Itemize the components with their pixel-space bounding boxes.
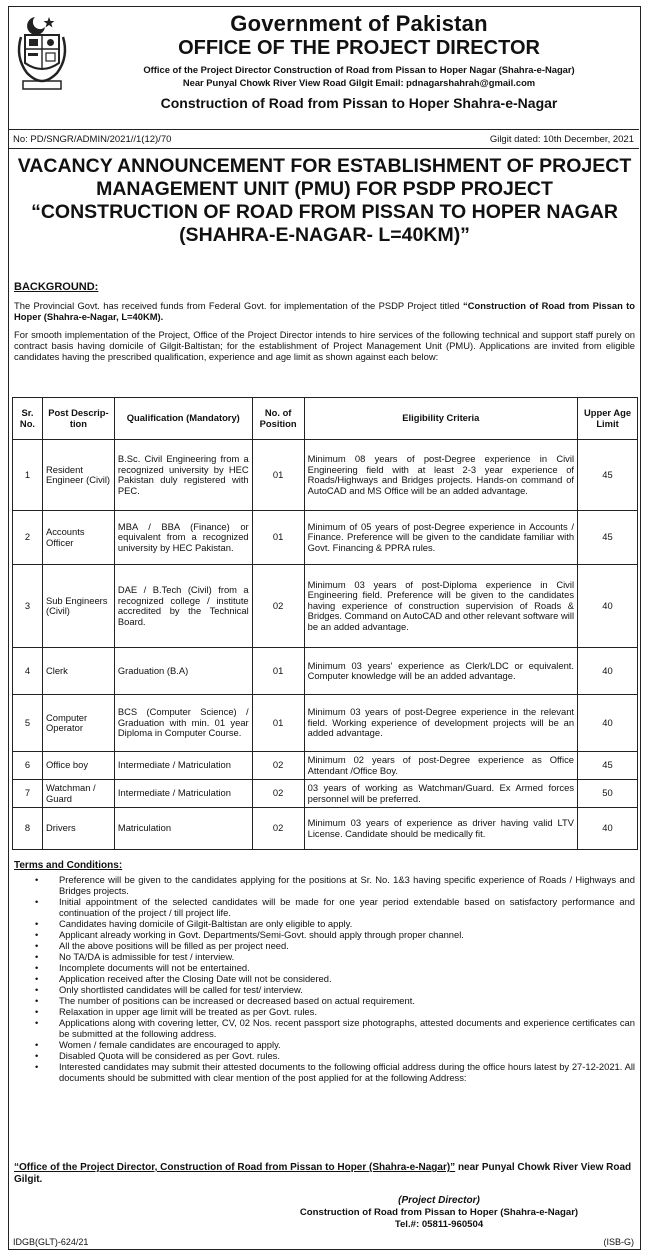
row-post: Sub Engineers (Civil) xyxy=(42,565,114,648)
signatory-role: (Project Director) xyxy=(398,1195,480,1206)
header-divider xyxy=(9,129,639,130)
signatory-phone: Tel.#: 05811-960504 xyxy=(394,1219,484,1230)
background-paragraph-1-text: The Provincial Govt. has received funds from Federal Govt. for implementation of the PSDP Project titled xyxy=(14,300,464,311)
submission-address xyxy=(14,1162,635,1186)
row-sr: 5 xyxy=(13,695,43,752)
list-item: • The number of positions can be increased or decreased based on actual requirement. xyxy=(35,995,635,1006)
row-post: Office boy xyxy=(42,752,114,780)
row-criteria: Minimum 03 years of post-Degree experience in the relevant field. Working experience of development projects will be an added advantage. xyxy=(304,695,577,752)
row-sr: 2 xyxy=(13,511,43,565)
submission-address-quoted: “Office of the Project Director, Construction of Road from Pissan to Hoper (Shahra-e-Nagar)” xyxy=(14,1162,456,1173)
table-row xyxy=(13,695,638,752)
list-item: • Disabled Quota will be considered as per Govt. rules. xyxy=(35,1050,635,1061)
list-item: • Relaxation in upper age limit will be treated as per Govt. rules. xyxy=(35,1006,635,1017)
table-row xyxy=(13,440,638,511)
header-qualification: Qualification (Mandatory) xyxy=(114,398,252,440)
row-post: Clerk xyxy=(42,648,114,695)
row-age: 50 xyxy=(578,780,638,808)
row-age: 45 xyxy=(578,752,638,780)
list-item: • Applicant already working in Govt. Departments/Semi-Govt. should apply through proper channel. xyxy=(35,929,635,940)
reference-date: Gilgit dated: 10th December, 2021 xyxy=(489,134,634,145)
list-item: • Candidates having domicile of Gilgit-Baltistan are only eligible to apply. xyxy=(35,918,635,929)
list-item: • Interested candidates may submit their attested documents to the following official address during the office hours latest by 27-12-2021. All documents should be submitted with clear mention of the post applied for at the following Address: xyxy=(35,1061,635,1083)
list-item: • Application received after the Closing Date will not be considered. xyxy=(35,973,635,984)
table-row xyxy=(13,511,638,565)
vacancy-table xyxy=(12,397,638,850)
table-row xyxy=(13,780,638,808)
terms-list xyxy=(35,874,635,1083)
office-address-line2: Near Punyal Chowk River View Road Gilgit Email: pdnagarshahrah@gmail.com xyxy=(182,77,536,88)
row-qualification: Intermediate / Matriculation xyxy=(114,752,252,780)
row-qualification: DAE / B.Tech (Civil) from a recognized college / institute accredited by the Technical Board. xyxy=(114,565,252,648)
list-item: • No TA/DA is admissible for test / interview. xyxy=(35,951,635,962)
list-item: • Applications along with covering letter, CV, 02 Nos. recent passport size photographs, attested documents and experience certificates can be submitted at the following address. xyxy=(35,1017,635,1039)
row-positions: 02 xyxy=(252,752,304,780)
row-age: 40 xyxy=(578,695,638,752)
reference-number: No: PD/SNGR/ADMIN/2021//1(12)/70 xyxy=(13,134,172,145)
background-paragraph-1 xyxy=(14,300,635,322)
row-age: 45 xyxy=(578,511,638,565)
table-row xyxy=(13,808,638,850)
row-post: Accounts Officer xyxy=(42,511,114,565)
row-sr: 4 xyxy=(13,648,43,695)
submission-address-rest: near Punyal Chowk River View Road Gilgit. xyxy=(14,1162,632,1185)
signature-block xyxy=(289,1195,589,1231)
advertisement-page xyxy=(8,6,641,1250)
list-item: • All the above positions will be filled as per project need. xyxy=(35,940,635,951)
header-positions: No. of Position xyxy=(252,398,304,440)
row-sr: 3 xyxy=(13,565,43,648)
row-age: 40 xyxy=(578,808,638,850)
table-row xyxy=(13,752,638,780)
row-post: Watchman / Guard xyxy=(42,780,114,808)
row-positions: 02 xyxy=(252,780,304,808)
row-qualification: MBA / BBA (Finance) or equivalent from a recognized university by HEC Pakistan. xyxy=(114,511,252,565)
header-sr-no: Sr. No. xyxy=(13,398,43,440)
header-age-limit: Upper Age Limit xyxy=(578,398,638,440)
reference-divider xyxy=(9,148,639,149)
list-item: • Women / female candidates are encouraged to apply. xyxy=(35,1039,635,1050)
row-qualification: Matriculation xyxy=(114,808,252,850)
row-positions: 01 xyxy=(252,648,304,695)
row-criteria: Minimum 03 years of experience as driver having valid LTV License. Candidate should be medically fit. xyxy=(304,808,577,850)
row-sr: 8 xyxy=(13,808,43,850)
row-positions: 02 xyxy=(252,808,304,850)
list-item: • Preference will be given to the candidates applying for the positions at Sr. No. 1&3 having specific experience of Roads / Highways and Bridges projects. xyxy=(35,874,635,896)
row-criteria: Minimum 03 years' experience as Clerk/LDC or equivalent. Computer knowledge will be an added advantage. xyxy=(304,648,577,695)
office-heading: OFFICE OF THE PROJECT DIRECTOR xyxy=(178,37,540,59)
footer-code-left: IDGB(GLT)-624/21 xyxy=(13,1237,89,1247)
office-address-line1: Office of the Project Director Construction of Road from Pissan to Hoper Nagar (Shahra-e-Nagar) xyxy=(143,64,575,75)
row-sr: 1 xyxy=(13,440,43,511)
row-post: Resident Engineer (Civil) xyxy=(42,440,114,511)
table-header-row xyxy=(13,398,638,440)
row-age: 40 xyxy=(578,648,638,695)
row-positions: 02 xyxy=(252,565,304,648)
footer-code-right: (ISB-G) xyxy=(603,1237,634,1247)
row-qualification: Graduation (B.A) xyxy=(114,648,252,695)
row-criteria: Minimum 03 years of post-Diploma experience in Civil Engineering field. Preference will be given to the candidates having experience of construction supervision of Roads & Bridges. Command on AutoCAD and other relevant software will be an added advantage. xyxy=(304,565,577,648)
row-post: Computer Operator xyxy=(42,695,114,752)
header-post: Post Descrip-tion xyxy=(42,398,114,440)
table-row xyxy=(13,648,638,695)
row-qualification: B.Sc. Civil Engineering from a recognized university by HEC Pakistan duly registered with PEC. xyxy=(114,440,252,511)
terms-heading: Terms and Conditions: xyxy=(14,860,123,871)
row-criteria: Minimum of 05 years of post-Degree experience in Accounts / Finance. Preference will be given to the candidate familiar with Govt. Financing & PPRA rules. xyxy=(304,511,577,565)
letterhead xyxy=(9,7,639,129)
row-qualification: BCS (Computer Science) / Graduation with min. 01 year Diploma in Computer Course. xyxy=(114,695,252,752)
row-sr: 6 xyxy=(13,752,43,780)
row-age: 40 xyxy=(578,565,638,648)
announcement-title: VACANCY ANNOUNCEMENT FOR ESTABLISHMENT OF PROJECT MANAGEMENT UNIT (PMU) FOR PSDP PROJECT “CONSTRUCTION OF ROAD FROM PISSAN TO HOPER NAGAR (SHAHRA-E-NAGAR- L=40KM)” xyxy=(17,155,632,246)
row-qualification: Intermediate / Matriculation xyxy=(114,780,252,808)
list-item: • Incomplete documents will not be entertained. xyxy=(35,962,635,973)
list-item: • Only shortlisted candidates will be called for test/ interview. xyxy=(35,984,635,995)
row-sr: 7 xyxy=(13,780,43,808)
row-positions: 01 xyxy=(252,511,304,565)
table-row xyxy=(13,565,638,648)
row-age: 45 xyxy=(578,440,638,511)
background-heading: BACKGROUND: xyxy=(14,281,99,293)
header-criteria: Eligibility Criteria xyxy=(304,398,577,440)
row-criteria: 03 years of working as Watchman/Guard. Ex Armed forces personnel will be preferred. xyxy=(304,780,577,808)
government-heading: Government of Pakistan xyxy=(230,11,488,36)
project-subtitle: Construction of Road from Pissan to Hoper Shahra-e-Nagar xyxy=(160,95,558,111)
row-positions: 01 xyxy=(252,695,304,752)
row-post: Drivers xyxy=(42,808,114,850)
background-paragraph-2: For smooth implementation of the Project, Office of the Project Director intends to hire services of the following technical and support staff purely on contract basis having domicile of Gilgit-Baltistan; for the establishment of Project Management Unit (PMU). Applications are invited from eligible candidates having the prescribed qualification, experience and age limit as shown against each below: xyxy=(14,329,635,362)
row-criteria: Minimum 08 years of post-Degree experience in Civil Engineering field with at least 2-3 year experience of Roads/Highways and Bridges projects. Hands-on command of AutoCAD and MS Office will be an added advantage. xyxy=(304,440,577,511)
list-item: • Initial appointment of the selected candidates will be made for one year period extendable based on satisfactory performance and continuation of the project / till project life. xyxy=(35,896,635,918)
signatory-project: Construction of Road from Pissan to Hoper (Shahra-e-Nagar) xyxy=(299,1207,579,1218)
row-positions: 01 xyxy=(252,440,304,511)
row-criteria: Minimum 02 years of post-Degree experience as Office Attendant /Office Boy. xyxy=(304,752,577,780)
project-title-bold: “Construction of Road from Pissan to Hoper (Shahra-e-Nagar, L=40KM). xyxy=(14,300,635,322)
